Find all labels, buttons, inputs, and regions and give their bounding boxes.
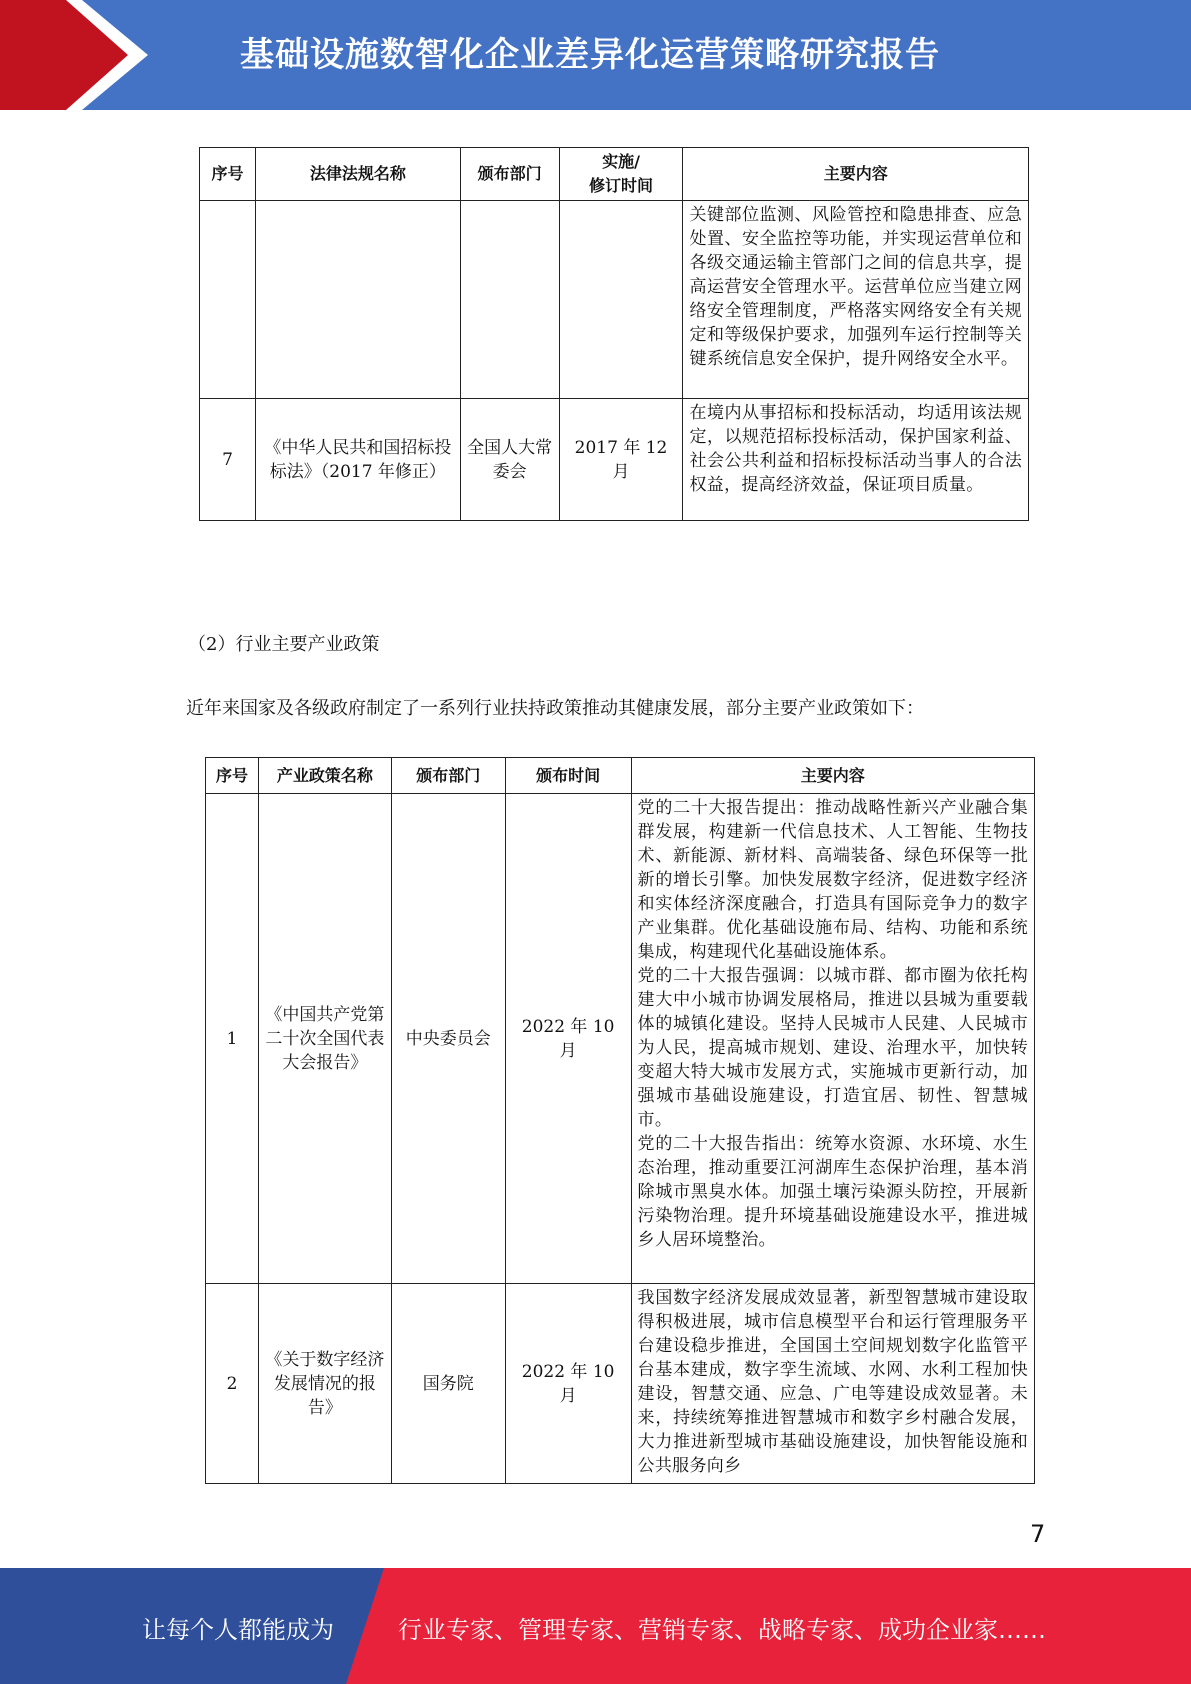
header-red-arrow <box>0 0 150 110</box>
row-date <box>559 201 683 399</box>
laws-table <box>199 147 1029 521</box>
row-date: 2022 年 10 月 <box>505 794 631 1284</box>
table-row <box>206 794 1035 1284</box>
row-dept <box>460 201 559 399</box>
row-name: 《中华人民共和国招标投标法》（2017 年修正） <box>255 399 460 521</box>
table-header-row <box>200 148 1029 201</box>
row-date: 2017 年 12 月 <box>559 399 683 521</box>
report-title: 基础设施数智化企业差异化运营策略研究报告 <box>240 35 940 75</box>
section-heading: （2）行业主要产业政策 <box>188 634 380 655</box>
row-name: 《关于数字经济发展情况的报告》 <box>258 1284 391 1484</box>
intro-paragraph: 近年来国家及各级政府制定了一系列行业扶持政策推动其健康发展，部分主要产业政策如下： <box>186 698 924 719</box>
row-no: 1 <box>206 794 259 1284</box>
footer-banner <box>0 1568 1191 1684</box>
row-dept: 国务院 <box>391 1284 505 1484</box>
col-header-no: 序号 <box>200 148 256 201</box>
col-header-name: 法律法规名称 <box>255 148 460 201</box>
col-header-date: 实施/ 修订时间 <box>559 148 683 201</box>
col-header-name: 产业政策名称 <box>258 758 391 794</box>
col-header-content: 主要内容 <box>631 758 1034 794</box>
col-header-date: 颁布时间 <box>505 758 631 794</box>
table-header-row <box>206 758 1035 794</box>
col-header-no: 序号 <box>206 758 259 794</box>
footer-slogan-left: 让每个人都能成为 <box>142 1616 334 1644</box>
col-header-dept: 颁布部门 <box>391 758 505 794</box>
policies-table <box>205 757 1035 1484</box>
table-row <box>200 399 1029 521</box>
row-dept: 全国人大常委会 <box>460 399 559 521</box>
row-content: 关键部位监测、风险管控和隐患排查、应急处置、安全监控等功能，并实现运营单位和各级交通运输主管部门之间的信息共享，提高运营安全管理水平。运营单位应当建立网络安全管理制度，严格落实网络安全有关规定和等级保护要求，加强列车运行控制等关键系统信息安全保护，提升网络安全水平。 <box>683 201 1029 399</box>
row-name: 《中国共产党第二十次全国代表大会报告》 <box>258 794 391 1284</box>
row-dept: 中央委员会 <box>391 794 505 1284</box>
footer-slogan-right: 行业专家、管理专家、营销专家、战略专家、成功企业家…… <box>398 1616 1046 1644</box>
row-date: 2022 年 10 月 <box>505 1284 631 1484</box>
row-no: 7 <box>200 399 256 521</box>
table-row <box>200 201 1029 399</box>
row-content: 在境内从事招标和投标活动，均适用该法规定，以规范招标投标活动，保护国家利益、社会公共利益和招标投标活动当事人的合法权益，提高经济效益，保证项目质量。 <box>683 399 1029 521</box>
table-row <box>206 1284 1035 1484</box>
row-name <box>255 201 460 399</box>
row-content: 党的二十大报告提出：推动战略性新兴产业融合集群发展，构建新一代信息技术、人工智能、生物技术、新能源、新材料、高端装备、绿色环保等一批新的增长引擎。加快发展数字经济，促进数字经济和实体经济深度融合，打造具有国际竞争力的数字产业集群。优化基础设施布局、结构、功能和系统集成，构建现代化基础设施体系。 党的二十大报告强调：以城市群、都市圈为依托构建大中小城市协调发展格局，推进以县城为重要载体的城镇化建设。坚持人民城市人民建、人民城市为人民，提高城市规划、建设、治理水平，加快转变超大特大城市发展方式，实施城市更新行动，加强城市基础设施建设，打造宜居、韧性、智慧城市。 党的二十大报告指出：统筹水资源、水环境、水生态治理，推动重要江河湖库生态保护治理，基本消除城市黑臭水体。加强土壤污染源头防控，开展新污染物治理。提升环境基础设施建设水平，推进城乡人居环境整治。 <box>631 794 1034 1284</box>
row-no <box>200 201 256 399</box>
row-content: 我国数字经济发展成效显著，新型智慧城市建设取得积极进展，城市信息模型平台和运行管理服务平台建设稳步推进，全国国土空间规划数字化监管平台基本建成，数字孪生流域、水网、水利工程加快建设，智慧交通、应急、广电等建设成效显著。未来，持续统筹推进智慧城市和数字乡村融合发展，大力推进新型城市基础设施建设，加快智能设施和公共服务向乡 <box>631 1284 1034 1484</box>
page-number: 7 <box>1030 1520 1046 1548</box>
row-no: 2 <box>206 1284 259 1484</box>
col-header-dept: 颁布部门 <box>460 148 559 201</box>
col-header-content: 主要内容 <box>683 148 1029 201</box>
header-banner <box>0 0 1191 110</box>
